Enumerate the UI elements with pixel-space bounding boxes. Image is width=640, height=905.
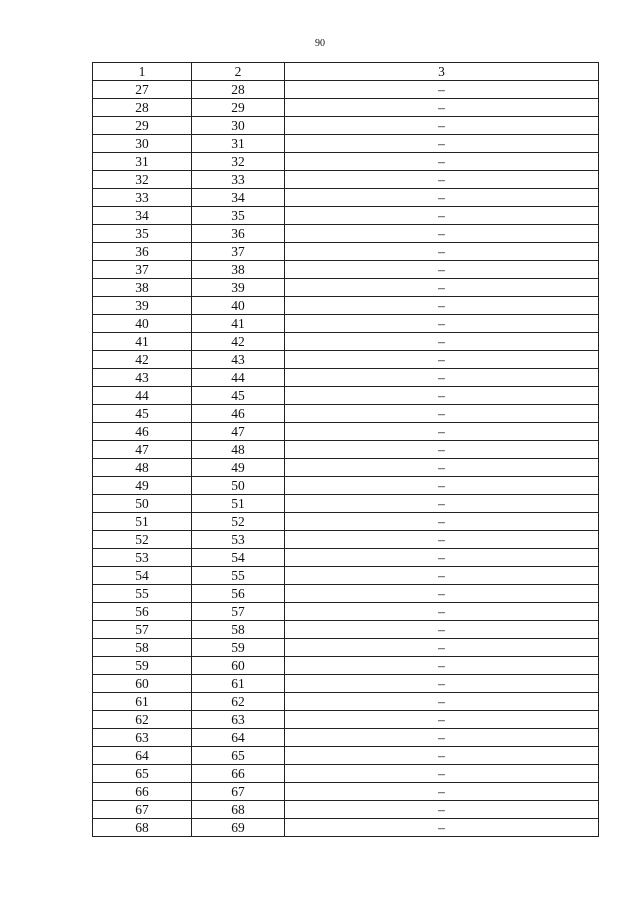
- table-cell-col-1: 32: [93, 171, 192, 189]
- table-cell-col-2: 44: [192, 369, 285, 387]
- table-cell-col-2: 52: [192, 513, 285, 531]
- table-cell-col-3: –: [285, 693, 599, 711]
- table-cell-col-2: 30: [192, 117, 285, 135]
- table-row: [93, 369, 599, 387]
- table-row: [93, 315, 599, 333]
- table-cell-col-3: –: [285, 675, 599, 693]
- table-body: [93, 81, 599, 837]
- table-cell-col-3: –: [285, 135, 599, 153]
- table-row: [93, 279, 599, 297]
- table-cell-col-1: 30: [93, 135, 192, 153]
- table-cell-col-2: 28: [192, 81, 285, 99]
- table-row: [93, 387, 599, 405]
- table-cell-col-3: –: [285, 567, 599, 585]
- table-row: [93, 171, 599, 189]
- table-cell-col-2: 38: [192, 261, 285, 279]
- table-cell-col-2: 67: [192, 783, 285, 801]
- table-cell-col-1: 60: [93, 675, 192, 693]
- table-cell-col-1: 57: [93, 621, 192, 639]
- table-row: [93, 459, 599, 477]
- table-cell-col-3: –: [285, 549, 599, 567]
- table-cell-col-3: –: [285, 207, 599, 225]
- table-cell-col-3: –: [285, 783, 599, 801]
- table-cell-col-1: 43: [93, 369, 192, 387]
- table-cell-col-1: 40: [93, 315, 192, 333]
- table-cell-col-2: 47: [192, 423, 285, 441]
- table-row: [93, 261, 599, 279]
- table-cell-col-3: –: [285, 711, 599, 729]
- table-row: [93, 351, 599, 369]
- table-cell-col-1: 50: [93, 495, 192, 513]
- table-cell-col-2: 36: [192, 225, 285, 243]
- table-cell-col-1: 38: [93, 279, 192, 297]
- table-cell-col-2: 29: [192, 99, 285, 117]
- table-cell-col-1: 64: [93, 747, 192, 765]
- table-cell-col-3: –: [285, 531, 599, 549]
- table-row: [93, 207, 599, 225]
- table-row: [93, 765, 599, 783]
- table-row: [93, 693, 599, 711]
- table-row: [93, 567, 599, 585]
- table-row: [93, 513, 599, 531]
- table-cell-col-3: –: [285, 621, 599, 639]
- table-cell-col-2: 41: [192, 315, 285, 333]
- table-cell-col-3: –: [285, 315, 599, 333]
- table-cell-col-1: 62: [93, 711, 192, 729]
- table-cell-col-2: 56: [192, 585, 285, 603]
- table-row: [93, 639, 599, 657]
- table-cell-col-3: –: [285, 747, 599, 765]
- table-cell-col-2: 48: [192, 441, 285, 459]
- table-cell-col-3: –: [285, 819, 599, 837]
- table-cell-col-1: 47: [93, 441, 192, 459]
- table-cell-col-1: 44: [93, 387, 192, 405]
- table-cell-col-2: 62: [192, 693, 285, 711]
- table-cell-col-1: 58: [93, 639, 192, 657]
- table-row: [93, 243, 599, 261]
- table-cell-col-3: –: [285, 441, 599, 459]
- table-cell-col-1: 54: [93, 567, 192, 585]
- table-cell-col-1: 68: [93, 819, 192, 837]
- table-cell-col-3: –: [285, 297, 599, 315]
- table-cell-col-1: 31: [93, 153, 192, 171]
- table-row: [93, 675, 599, 693]
- header-row: [93, 63, 599, 81]
- table-cell-col-1: 49: [93, 477, 192, 495]
- table-cell-col-3: –: [285, 99, 599, 117]
- table-row: [93, 135, 599, 153]
- table-cell-col-1: 33: [93, 189, 192, 207]
- table-cell-col-2: 59: [192, 639, 285, 657]
- table-cell-col-1: 55: [93, 585, 192, 603]
- table-row: [93, 81, 599, 99]
- table-cell-col-2: 31: [192, 135, 285, 153]
- table-row: [93, 801, 599, 819]
- table-cell-col-1: 41: [93, 333, 192, 351]
- table-row: [93, 297, 599, 315]
- table-cell-col-1: 61: [93, 693, 192, 711]
- table-cell-col-2: 35: [192, 207, 285, 225]
- table-cell-col-2: 66: [192, 765, 285, 783]
- table-row: [93, 729, 599, 747]
- table-row: [93, 189, 599, 207]
- table-cell-col-1: 45: [93, 405, 192, 423]
- table-cell-col-3: –: [285, 369, 599, 387]
- table-cell-col-1: 35: [93, 225, 192, 243]
- table-cell-col-2: 45: [192, 387, 285, 405]
- table-row: [93, 99, 599, 117]
- table-cell-col-2: 54: [192, 549, 285, 567]
- table-cell-col-1: 27: [93, 81, 192, 99]
- table-cell-col-1: 36: [93, 243, 192, 261]
- table-cell-col-1: 53: [93, 549, 192, 567]
- table-cell-col-3: –: [285, 387, 599, 405]
- table-row: [93, 747, 599, 765]
- table-cell-col-2: 42: [192, 333, 285, 351]
- table-cell-col-2: 65: [192, 747, 285, 765]
- page-number: 90: [315, 38, 325, 49]
- table-cell-col-3: –: [285, 513, 599, 531]
- table-cell-col-2: 64: [192, 729, 285, 747]
- table-row: [93, 333, 599, 351]
- table-cell-col-3: –: [285, 171, 599, 189]
- table-cell-col-3: –: [285, 333, 599, 351]
- table-cell-col-3: –: [285, 765, 599, 783]
- table-cell-col-3: –: [285, 657, 599, 675]
- table-row: [93, 819, 599, 837]
- table-cell-col-3: –: [285, 81, 599, 99]
- table-cell-col-2: 32: [192, 153, 285, 171]
- table-cell-col-1: 29: [93, 117, 192, 135]
- table-cell-col-1: 39: [93, 297, 192, 315]
- table-cell-col-1: 63: [93, 729, 192, 747]
- table-header: [93, 63, 599, 81]
- table-cell-col-3: –: [285, 495, 599, 513]
- table-cell-col-3: –: [285, 639, 599, 657]
- column-header-1: 1: [93, 63, 192, 81]
- table-cell-col-3: –: [285, 117, 599, 135]
- table-cell-col-3: –: [285, 477, 599, 495]
- table-cell-col-2: 68: [192, 801, 285, 819]
- table-row: [93, 225, 599, 243]
- table-cell-col-3: –: [285, 459, 599, 477]
- table-cell-col-2: 60: [192, 657, 285, 675]
- table-row: [93, 531, 599, 549]
- table-cell-col-3: –: [285, 261, 599, 279]
- table-cell-col-2: 50: [192, 477, 285, 495]
- table-row: [93, 585, 599, 603]
- table-cell-col-1: 34: [93, 207, 192, 225]
- table-row: [93, 423, 599, 441]
- table-cell-col-2: 37: [192, 243, 285, 261]
- table-cell-col-1: 59: [93, 657, 192, 675]
- table-cell-col-3: –: [285, 225, 599, 243]
- table-row: [93, 657, 599, 675]
- table-cell-col-1: 65: [93, 765, 192, 783]
- table-cell-col-2: 55: [192, 567, 285, 585]
- table-cell-col-2: 40: [192, 297, 285, 315]
- table-cell-col-3: –: [285, 603, 599, 621]
- table-cell-col-3: –: [285, 351, 599, 369]
- table-cell-col-2: 34: [192, 189, 285, 207]
- table-cell-col-2: 63: [192, 711, 285, 729]
- column-header-2: 2: [192, 63, 285, 81]
- table-cell-col-2: 46: [192, 405, 285, 423]
- table-row: [93, 549, 599, 567]
- table-row: [93, 477, 599, 495]
- table-row: [93, 441, 599, 459]
- column-header-3: 3: [285, 63, 599, 81]
- table-cell-col-1: 37: [93, 261, 192, 279]
- table-cell-col-2: 69: [192, 819, 285, 837]
- table-cell-col-3: –: [285, 189, 599, 207]
- table-cell-col-3: –: [285, 243, 599, 261]
- table-cell-col-3: –: [285, 585, 599, 603]
- table-cell-col-3: –: [285, 729, 599, 747]
- table-cell-col-1: 42: [93, 351, 192, 369]
- table-row: [93, 117, 599, 135]
- table-row: [93, 621, 599, 639]
- table-cell-col-2: 43: [192, 351, 285, 369]
- table-cell-col-2: 58: [192, 621, 285, 639]
- table-cell-col-3: –: [285, 801, 599, 819]
- table-cell-col-2: 33: [192, 171, 285, 189]
- table-cell-col-2: 39: [192, 279, 285, 297]
- table-cell-col-3: –: [285, 153, 599, 171]
- table-cell-col-2: 53: [192, 531, 285, 549]
- table-cell-col-1: 51: [93, 513, 192, 531]
- table-row: [93, 153, 599, 171]
- table-cell-col-3: –: [285, 423, 599, 441]
- table-cell-col-2: 49: [192, 459, 285, 477]
- table-cell-col-1: 67: [93, 801, 192, 819]
- table-cell-col-1: 48: [93, 459, 192, 477]
- table-cell-col-1: 56: [93, 603, 192, 621]
- table-row: [93, 495, 599, 513]
- table-cell-col-1: 66: [93, 783, 192, 801]
- table-cell-col-2: 51: [192, 495, 285, 513]
- table-row: [93, 711, 599, 729]
- table-row: [93, 405, 599, 423]
- table-row: [93, 603, 599, 621]
- table-cell-col-1: 46: [93, 423, 192, 441]
- table-cell-col-2: 61: [192, 675, 285, 693]
- table-row: [93, 783, 599, 801]
- table-cell-col-3: –: [285, 279, 599, 297]
- table-cell-col-1: 28: [93, 99, 192, 117]
- table-cell-col-1: 52: [93, 531, 192, 549]
- data-table: [92, 62, 599, 837]
- table-cell-col-2: 57: [192, 603, 285, 621]
- table-cell-col-3: –: [285, 405, 599, 423]
